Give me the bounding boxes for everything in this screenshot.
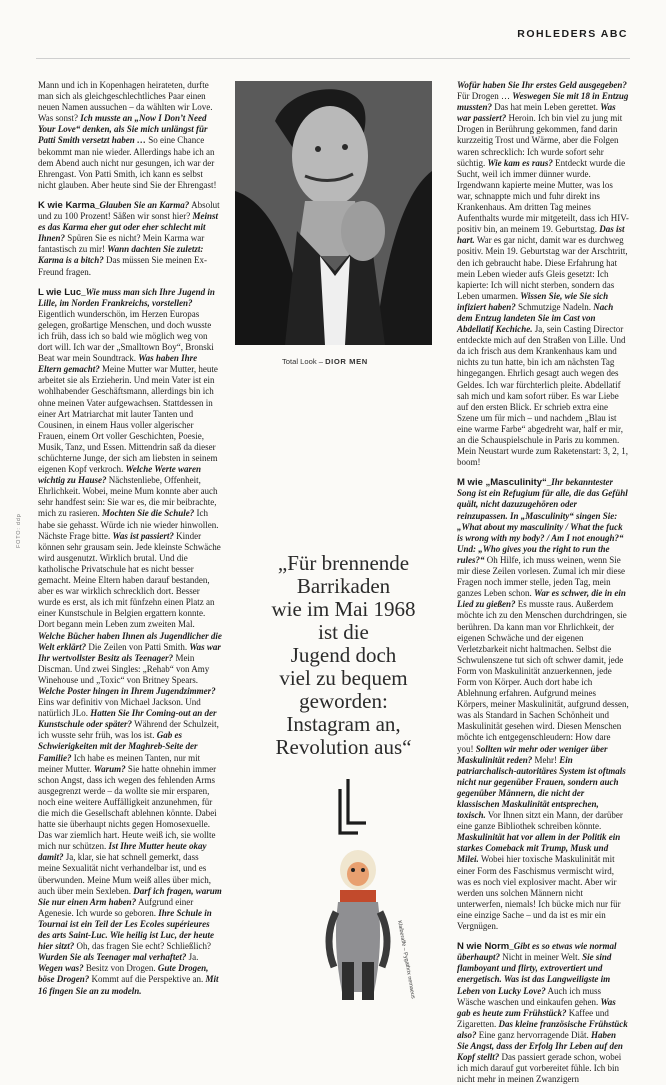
answer-text: Besitz von Drogen.	[83, 963, 158, 974]
interview-question: Was war passiert?	[457, 102, 616, 124]
answer-text: Ja.	[186, 952, 199, 963]
interview-question: Das kleine französische Frühstück also?	[457, 1018, 628, 1040]
answer-text: Eine ganz hervorragende Diät.	[476, 1029, 591, 1040]
answer-text: Oh, das fragen Sie echt? Schließlich?	[74, 941, 211, 952]
interview-question: Welche Bücher haben Ihnen als Jugendlicher die Welt erklärt?	[38, 630, 222, 652]
interview-question: Wie kam es raus?	[487, 157, 553, 168]
interview-question: Warum?	[93, 763, 126, 774]
interview-question: Wofür haben Sie Ihr erstes Geld ausgegeben?	[457, 80, 627, 90]
answer-text: _	[546, 477, 552, 488]
caption-label: Total Look –	[282, 357, 323, 366]
answer-text: Kinder können sehr grausam sein. Jede kleinste Schwäche wird ausgenutzt. Wirklich brutal. Und die katholische Privatschule hat es nicht besser gemacht. Meine Eltern haben darauf bestanden, aber es war wirklich schrecklich dort. Besser wurde es erst, als ich mit fünfzehn einen Platz an einer Kunstschule in Belgien ergattern konnte. Dort begann mein Leben zum zweiten Mal.	[38, 530, 221, 630]
answer-text: Mehr!	[532, 754, 560, 765]
section-heading: K wie Karma	[38, 199, 96, 211]
article-paragraph	[38, 80, 222, 191]
answer-text: War es gar nicht, damit war es durchweg positiv. Mein 19. Geburtstag war der Arschtritt, den ich gebraucht habe. Diese Erfahrung hat mein Leben wieder aufs Gleis gesetzt: Ich kapierte: Ich will nicht sterben, sondern das Leben umarmen.	[457, 235, 628, 301]
answer-text: Ich habe sie gehasst. Würde ich nie wieder hinwollen. Nächste Frage bitte.	[38, 508, 219, 541]
left-text-column	[38, 80, 222, 996]
photo-caption	[282, 357, 368, 366]
interview-question: Wurden Sie als Teenager mal verhaftet?	[38, 952, 187, 963]
section-heading: N wie Norm	[457, 941, 510, 953]
answer-text: Sie hatte ohnehin immer schon Angst, dass ich wegen des fehlenden Arms ausgegrenzt werde – da wollte sie mir ersparen, noch eine weitere Auffälligkeit anzunehmen, für die mich die Gesellschaft ablehnen könnte. Dabei hatte sie überhaupt nichts gegen Homosexuelle. Das war ziemlich hart. Heute weiß ich, sie wollte mich nur schützen.	[38, 763, 217, 852]
article-section	[38, 200, 222, 278]
answer-text: Meine Mutter war Mutter, heute arbeitet sie als Erzieherin. Und mein Vater ist ein wohlhabender Geschäftsmann, allerdings bin ich ohne meinen Vater aufgewachsen. Stattdessen in einer Art Matriarchat mit lauter Tanten und Cousinen, in einem Haus voller algerischer Frauen, einem Ort voller Geschichten, Poesie, Musik, Tanz, und Essen. Mittendrin saß da dieser schüchterne Junge, der sich am liebsten in seinem eigenen Kopf verkroch.	[38, 364, 218, 475]
answer-text: Schmutzige Nadeln.	[515, 301, 594, 312]
interview-question: Wie muss man sich Ihre Jugend in Lille, im Norden Frankreichs, vorstellen?	[38, 286, 215, 308]
interview-question: Gab es Schwierigkeiten mit der Maghreb-Seite der Familie?	[38, 730, 198, 763]
pull-quote-line: geworden:	[299, 689, 388, 713]
interview-question: Wegen was?	[38, 963, 84, 974]
interview-question: Was war Ihr wertvollster Besitz als Teenager?	[38, 641, 221, 663]
answer-text: So eine Chance bekommt man nie wieder. Allerdings habe ich an dem Abend auch nicht nur gesungen, ich war der Ehrengast. Von Patti Smith, ich kann es selbst nicht glauben. Aber heute sind Sie der Ehrengast!	[38, 135, 217, 190]
pull-quote-line: Barrikaden	[296, 574, 391, 598]
interview-question: Was gab es heute zum Frühstück?	[457, 996, 616, 1018]
interview-question: Gibt es so etwas wie normal überhaupt?	[457, 941, 617, 963]
answer-text: Spüren Sie es nicht? Mein Karma war fantastisch zu mir!	[38, 233, 205, 255]
answer-text: Während der Schulzeit, ich wusste sehr früh, was los ist.	[38, 719, 219, 741]
interview-question: War es schwer, die in ein Lied zu gießen?	[457, 588, 626, 610]
pull-quote-line: Jugend doch	[290, 643, 397, 667]
section-heading: M wie „Masculinity“	[457, 477, 547, 489]
interview-question: Wann dachten Sie zuletzt: Karma is a bitch?	[38, 244, 204, 266]
answer-text: Oh Hilfe, ich muss weinen, wenn Sie mir diese Zeilen vorlesen. Zumal ich mir diese Fragen noch immer stelle, jeden Tag, mein ganzes Leben schon.	[457, 554, 625, 599]
interview-question: Welche Poster hingen in Ihrem Jugendzimmer?	[38, 685, 216, 696]
answer-text: Kaffee und Zigaretten.	[457, 1007, 609, 1029]
article-section	[38, 287, 222, 997]
section-heading: L wie Luc	[38, 286, 82, 298]
caption-brand: DIOR MEN	[325, 357, 368, 366]
answer-text: Nächstenliebe, Offenheit, Ehrlichkeit. Wobei, meine Mum konnte aber auch sehr handfest sein: Sie war es, die mir beibrachte, mich zu rasieren.	[38, 475, 218, 519]
answer-text: Eins war definitiv von Michael Jackson. Und natürlich JLo.	[38, 697, 201, 719]
right-text-column	[457, 80, 629, 1085]
pull-quote-line: viel zu bequem	[279, 666, 408, 690]
interview-question: Maskulinität hat vor allem in der Politik ein starkes Comeback mit Trump, Musk und Milei.	[457, 832, 621, 865]
answer-text: Wobei hier toxische Maskulinität mit einer Form des Faschismus vermischt wird, was es noch viel explosiver macht. Aber wir werden uns solchen Männern nicht unterwerfen, niemals! Ich bücke mich nur für eine einzige Sache – und da ist es mir ein Vergnügen.	[457, 854, 621, 932]
pull-quote-line: „Für brennende	[277, 551, 410, 575]
answer-text: Eigentlich wunderschön, im Herzen Europas gelegen, großartige Menschen, und doch wusste ich früh, dass ich so bald wie möglich weg von dort will. Ich war der „Smalltown Boy“, Bronski Beat war mein Soundtrack.	[38, 308, 214, 364]
answer-text: _	[81, 286, 86, 297]
answer-text: Ich habe es meinen Tanten, nur mit meiner Mutter.	[38, 752, 201, 774]
header-rule	[36, 58, 630, 59]
interview-question: Ich musste an „Now I Don’t Need Your Love“ denken, als Sie mich unlängst für Patti Smith versetzt haben …	[38, 113, 208, 146]
answer-text: Heroin. Ich bin viel zu jung mit Drogen in Berührung gekommen, fand darin kurzzeitig Trost und Wärme, aber die Folgen waren schrecklich: Ich wurde sofort sehr süchtig.	[457, 113, 623, 168]
interview-question: Wissen Sie, wie Sie sich infiziert haben?	[457, 290, 609, 312]
interview-question: Sollten wir mehr oder weniger über Maskulinität reden?	[457, 743, 608, 765]
illustration-caption: Klaiberaffe – Pygathrix nemaeus	[396, 920, 416, 1000]
pull-quote-line: Revolution aus“	[275, 735, 412, 759]
article-section	[457, 941, 629, 1085]
monkey-illustration	[318, 842, 398, 1004]
ll-monogram-logo	[336, 775, 376, 837]
interview-question: Was haben Ihre Eltern gemacht?	[38, 353, 198, 375]
answer-text: Vor Ihnen sitzt ein Mann, der darüber eine ganze Bibliothek schreiben könnte.	[457, 810, 623, 832]
portrait-illustration	[235, 81, 432, 345]
interview-question: Darf ich fragen, warum Sie nur einen Arm haben?	[38, 885, 222, 907]
interview-question: Ist Ihre Mutter heute okay damit?	[38, 841, 207, 863]
interview-question: Glauben Sie an Karma?	[99, 199, 190, 210]
answer-text: Das müssen Sie meinen Ex-Freund fragen.	[38, 255, 207, 277]
pull-quote-line: Instagram an,	[286, 712, 401, 736]
interview-question: Weswegen Sie mit 18 in Entzug mussten?	[457, 91, 629, 113]
answer-text: Nicht in meiner Welt.	[500, 952, 583, 963]
photo-credit: FOTO: ddp	[16, 513, 22, 548]
interview-question: Mochten Sie die Schule?	[101, 508, 195, 519]
interview-question: Was ist passiert?	[112, 530, 174, 541]
answer-text: Die Zeilen von Patti Smith.	[86, 641, 190, 652]
answer-text: Das hat mein Leben gerettet.	[492, 102, 601, 113]
page-header: ROHLEDERS ABC	[517, 28, 628, 40]
pull-quote	[236, 552, 451, 759]
answer-text: Ja, klar, sie hat schnell gemerkt, dass meine Sexualität nicht verhandelbar ist, und es überwunden. Meine Mum weiß alles über mich, auch über mein Sexleben.	[38, 852, 211, 896]
interview-question: Haben Sie Angst, dass der Erfolg Ihr Leben auf den Kopf stellt?	[457, 1029, 623, 1063]
answer-text: Es musste raus. Außerdem möchte ich zu den Menschen durchdringen, sie berühren. Da kann man vor Ehrlichkeit, der eigenen Schwäche und der eigenen Verletzbarkeit nicht haltmachen. Selbst die Schwulenszene tut sich oft schwer damit, jede Form von Maskulinität anzuerkennen, jede Form von Körper. Auch dort habe ich Ablehnung erfahren. Aufgrund meines Körpers, meiner Maskulinität, aufgrund dessen, was als Standard in Sachen Schönheit und Maskulinität gesehen wird. Diesen Menschen möchte ich entgegenschleudern: How dare you!	[457, 599, 629, 754]
portrait-photo	[235, 81, 432, 345]
answer-text: Entdeckt wurde die Sucht, weil ich immer dünner wurde. Irgendwann kapierte meine Mutter, was los war, schnappte mich und fuhr direkt ins Krankenhaus. Am dritten Tag meines Aufenthalts wurde mir mitgeteilt, dass ich HIV-positiv bin, an meinem 19. Geburtstag.	[457, 157, 629, 235]
answer-text: Absolut und zu 100 Prozent! Säßen wir sonst hier?	[38, 199, 220, 222]
answer-text: _	[509, 941, 514, 952]
answer-text: Ja, sein Casting Director entdeckte mich auf den Straßen von Lille. Und da ich frisch aus dem Krankenhaus kam und nichts zu tun hatte, bin ich am nächsten Tag hingegangen. Ehrlich gesagt auch wegen des Geldes. Ich war fürchterlich pleite. Abdellatif sah mich und kam sofort rüber. Es war Liebe auf den ersten Blick. Er schrieb extra eine Szene um für mich – und nachdem „Blau ist eine warme Farbe“ abgedreht war, half er mir, an die Schauspielschule in Paris zu kommen. Mein Neustart wurde zum Raketenstart: 3, 2, 1, boom!	[457, 324, 628, 468]
answer-text: Mann und ich in Kopenhagen heirateten, durfte man sich als gleichgeschlechtliches Paar einen neuen Namen aussuchen – da wählten wir Love. Was sonst?	[38, 80, 213, 124]
article-paragraph	[457, 80, 629, 468]
answer-text: Auch ich muss Wäsche waschen und einkaufen gehen.	[457, 985, 601, 1007]
interview-question: Nach dem Entzug landeten Sie im Cast von Abdellatif Kechiche.	[457, 301, 614, 335]
interview-question: Sie sind flamboyant und flirty, extrovertiert und energetisch. Was ist das Langweiligste im Leben von Lucky Love?	[457, 952, 612, 996]
interview-question: Ein patriarchalisch-autoritäres System ist oftmals nicht nur gegenüber Frauen, sondern auch gegenüber Männern, die nicht der klassischen Maskulinität entsprechen, toxisch.	[457, 754, 626, 821]
interview-question: Ihre Schule in Tournai ist ein Teil der Les Ecoles supérieures des arts Saint-Luc. Wie heilig ist Luc, der heute hier sitzt?	[38, 907, 215, 952]
pull-quote-line: ist die	[318, 620, 369, 644]
interview-question: Hatten Sie Ihr Coming-out an der Kunstschule oder später?	[38, 708, 217, 730]
pull-quote-line: wie im Mai 1968	[271, 597, 416, 621]
answer-text: Das passiert gerade schon, wobei ich mich darauf gut vorbereitet fühle. Ich bin nicht mehr in meinen Zwanzigern	[457, 1052, 622, 1085]
answer-text: Aufgrund einer Agenesie. Ich wurde so geboren.	[38, 896, 194, 918]
answer-text: Mein Discman. Und zwei Singles: „Rehab“ von Amy Winehouse und „Toxic“ von Britney Spears.	[38, 652, 210, 685]
interview-question: Das ist hart.	[457, 224, 625, 246]
answer-text: Für Drogen …	[457, 91, 513, 102]
answer-text: Kommt auf die Perspektive an.	[89, 974, 206, 985]
interview-question: Ihr bekanntester Song ist ein Refugium für alle, die das Gefühl quält, nicht dazuzugehören oder reinzupassen. In „Masculinity“ singen Sie: „What about my masculinity / What the fuck is wrong with my body? / Am I not enough?“ Und: „Who gives you the right to run the rules?“	[457, 477, 628, 565]
interview-question: Welche Werte waren wichtig zu Hause?	[38, 464, 201, 486]
interview-question: Gute Drogen, böse Drogen?	[38, 963, 209, 985]
interview-question: Mit 16 fingen Sie an zu modeln.	[38, 974, 219, 996]
answer-text: _	[95, 199, 100, 210]
article-section	[457, 477, 629, 932]
interview-question: Meinst es das Karma eher gut oder eher schlecht mit Ihnen?	[38, 211, 218, 244]
